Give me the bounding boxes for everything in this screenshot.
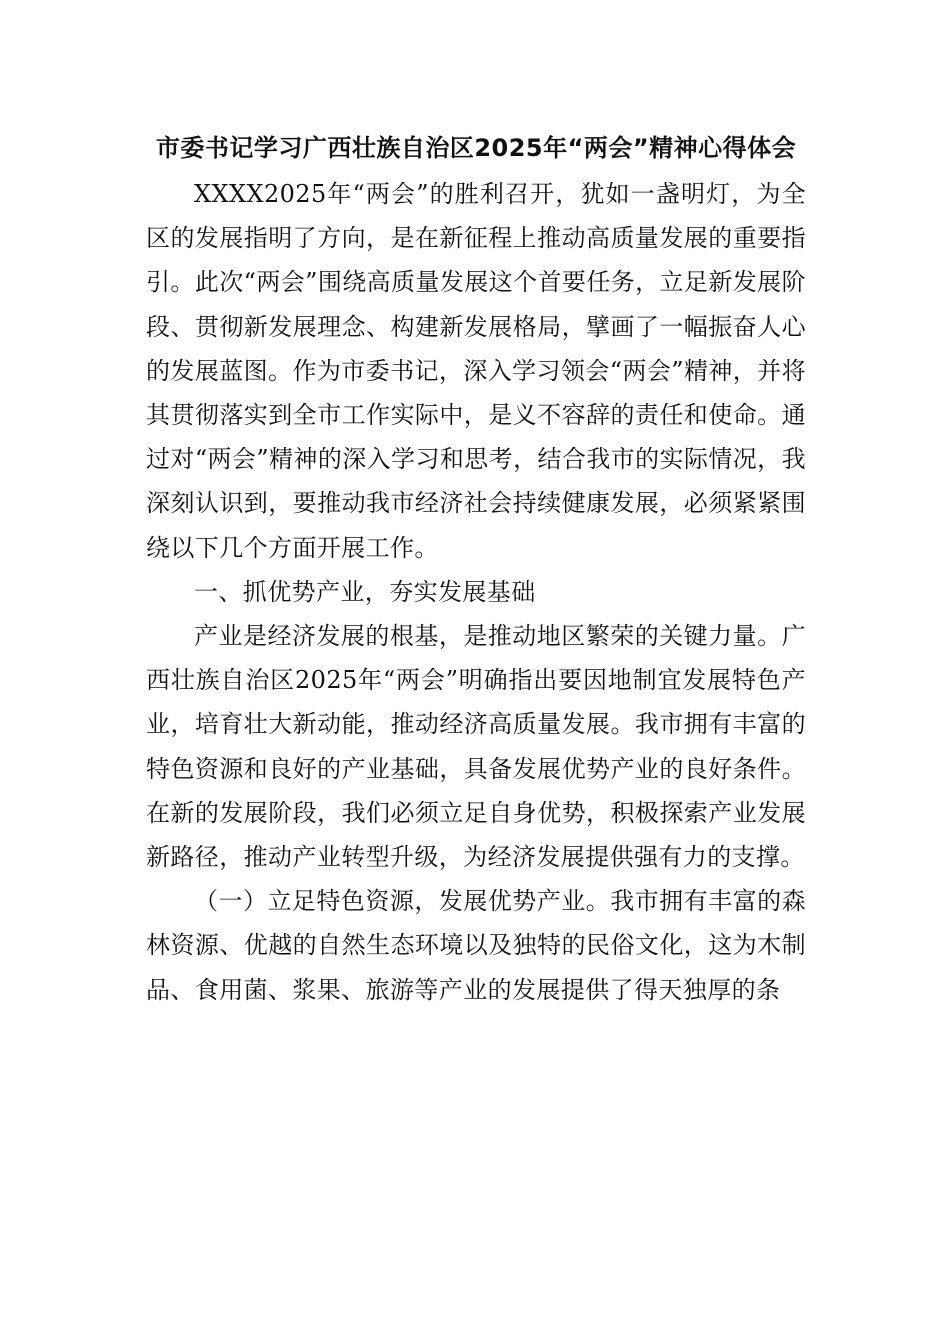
section-heading: 一、抓优势产业，夯实发展基础 [194,577,536,606]
document-body [146,124,806,1012]
intro-paragraph: XXXX2025年“两会”的胜利召开，犹如一盏明灯，为全区的发展指明了方向，是在新征程上推动高质量发展的重要指引。此次“两会”围绕高质量发展这个首要任务，立足新发展阶段、贯彻新发展理念、构建新发展格局，擘画了一幅振奋人心的发展蓝图。作为市委书记，深入学习领会“两会”精神，并将其贯彻落实到全市工作实际中，是义不容辞的责任和使命。通过对“两会”精神的深入学习和思考，结合我市的实际情况，我深刻认识到，要推动我市经济社会持续健康发展，必须紧紧围绕以下几个方面开展工作。 [146,180,806,562]
document-title: 市委书记学习广西壮族自治区2025年“两会”精神心得体会 [155,134,797,162]
sub-point-paragraph: （一）立足特色资源，发展优势产业。我市拥有丰富的森林资源、优越的自然生态环境以及独特的民俗文化，这为木制品、食用菌、浆果、旅游等产业的发展提供了得天独厚的条 [146,887,806,1004]
body-paragraph: 产业是经济发展的根基，是推动地区繁荣的关键力量。广西壮族自治区2025年“两会”明确指出要因地制宜发展特色产业，培育壮大新动能，推动经济高质量发展。我市拥有丰富的特色资源和良好的产业基础，具备发展优势产业的良好条件。在新的发展阶段，我们必须立足自身优势，积极探索产业发展新路径，推动产业转型升级，为经济发展提供强有力的支撑。 [146,622,806,872]
